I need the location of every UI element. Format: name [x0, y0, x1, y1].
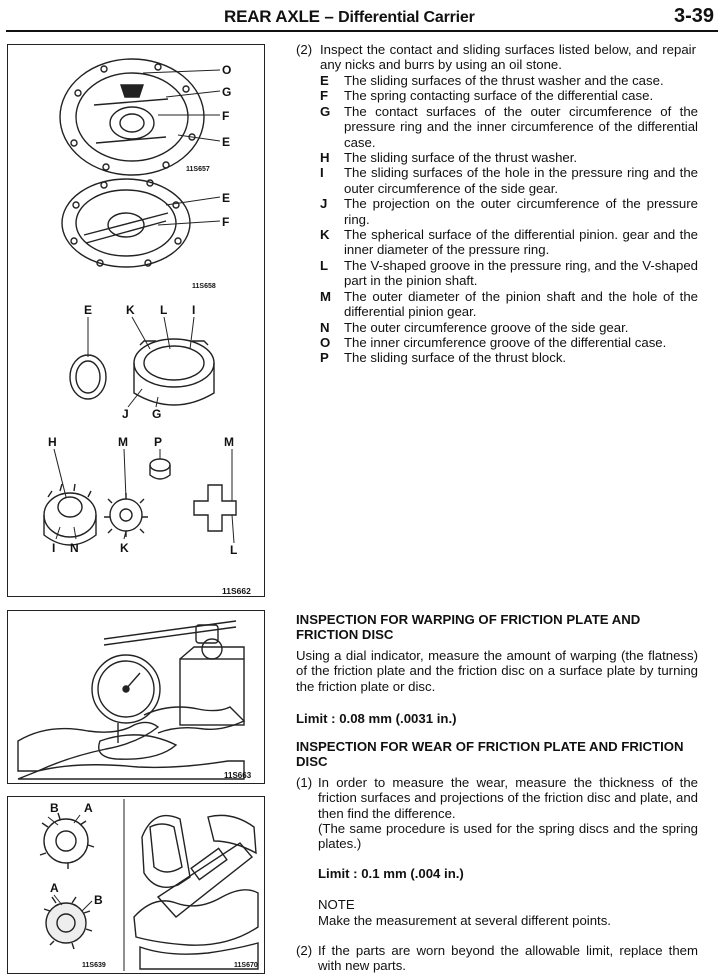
list-item: H The sliding surface of the thrust washer. [320, 150, 578, 166]
list-item: L The V-shaped groove in the pressure ring, and the V-shaped part in the pinion shaft. [320, 257, 698, 289]
callout-label: A [50, 881, 59, 895]
callout-label: I [52, 541, 56, 555]
header-title: REAR AXLE – Differential Carrier [224, 7, 475, 26]
callout-label: K [120, 541, 129, 555]
callout-label: B [94, 893, 103, 907]
callout-label: M [118, 435, 128, 449]
callout-label: L [230, 543, 238, 557]
callout-label: M [224, 435, 234, 449]
wear-step-2 [296, 943, 698, 974]
callout-label: A [84, 801, 93, 815]
step-2-inspect-surfaces [296, 42, 696, 73]
step-number: (1) [296, 774, 313, 790]
section-heading: INSPECTION FOR WARPING OF FRICTION PLATE AND FRICTION DISC [296, 612, 641, 643]
wear-step-1 [296, 775, 698, 928]
callout-label: B [50, 801, 59, 815]
list-item: F The spring contacting surface of the differential case. [320, 88, 654, 104]
step-number: (2) [296, 42, 313, 57]
figure-code: 11S639 [82, 962, 106, 969]
figure-thickness-measurement [7, 796, 265, 974]
section-wear [296, 739, 698, 974]
list-item: I The sliding surfaces of the hole in the pressure ring and the outer circumference of the side gear. [320, 165, 698, 196]
callout-label: J [122, 407, 129, 421]
step-note: (The same procedure is used for the spring discs and the spring plates.) [318, 821, 698, 852]
callout-label: G [222, 85, 232, 99]
callout-label: F [222, 109, 230, 123]
figure-code: 11S657 [186, 166, 210, 173]
figure-code: 11S663 [224, 771, 252, 780]
callout-label: L [160, 303, 168, 317]
callout-label: H [48, 435, 57, 449]
section-warping [296, 612, 698, 726]
list-item: E The sliding surfaces of the thrust washer and the case. [320, 73, 664, 88]
surface-list [320, 73, 698, 366]
step-number: (2) [296, 943, 313, 959]
figure-code: 11S670 [234, 962, 258, 969]
step-text: If the parts are worn beyond the allowable limit, replace them with new parts. [318, 943, 698, 974]
figure-code: 11S658 [192, 283, 216, 290]
parts-illustration [8, 45, 264, 596]
figure-dial-indicator [7, 610, 265, 784]
list-item: O The inner circumference groove of the differential case. [320, 334, 667, 350]
list-item: P The sliding surface of the thrust block. [320, 350, 567, 366]
header-subsection: Differential Carrier [338, 9, 475, 26]
section-text: Using a dial indicator, measure the amount of warping (the flatness) of the friction plate and the friction disc on a surface plate by turning the friction plate or disc. [296, 647, 698, 694]
section-heading: INSPECTION FOR WEAR OF FRICTION PLATE AND FRICTION DISC [296, 739, 684, 770]
note-text: Make the measurement at several different points. [318, 912, 611, 928]
callout-label: P [154, 435, 163, 449]
note-title: NOTE [318, 897, 355, 913]
dial-indicator-illustration [8, 611, 264, 783]
list-item: M The outer diameter of the pinion shaft and the hole of the differential pinion gear. [320, 288, 698, 320]
list-item: G The contact surfaces of the outer circumference of the pressure ring and the inner circumference of the differential case. [320, 103, 698, 150]
callout-label: F [222, 215, 230, 229]
header-section: REAR AXLE [224, 7, 320, 26]
callout-label: I [192, 303, 196, 317]
step-text: Inspect the contact and sliding surfaces listed below, and repair any nicks and burrs by using an oil stone. [320, 42, 696, 73]
callout-label: N [70, 541, 79, 555]
step-text: In order to measure the wear, measure the thickness of the friction surfaces and projections of the friction disc and plate, and then find the difference. [318, 774, 698, 821]
figure-code: 11S662 [222, 586, 251, 596]
limit-value: Limit : 0.08 mm (.0031 in.) [296, 711, 457, 727]
list-item: J The projection on the outer circumference of the pressure ring. [320, 196, 698, 227]
list-item: N The outer circumference groove of the side gear. [320, 319, 629, 335]
list-item: K The spherical surface of the differential pinion. gear and the inner diameter of the pressure ring. [320, 227, 698, 258]
page-header [6, 4, 718, 32]
figure-parts-diagram [7, 44, 265, 597]
thickness-illustration [8, 797, 264, 973]
limit-value: Limit : 0.1 mm (.004 in.) [318, 865, 464, 881]
callout-label: E [222, 135, 231, 149]
callout-label: E [222, 191, 231, 205]
callout-label: E [84, 303, 93, 317]
callout-label: O [222, 63, 232, 77]
page-number: 3-39 [673, 5, 714, 27]
callout-label: G [152, 407, 162, 421]
callout-label: K [126, 303, 135, 317]
